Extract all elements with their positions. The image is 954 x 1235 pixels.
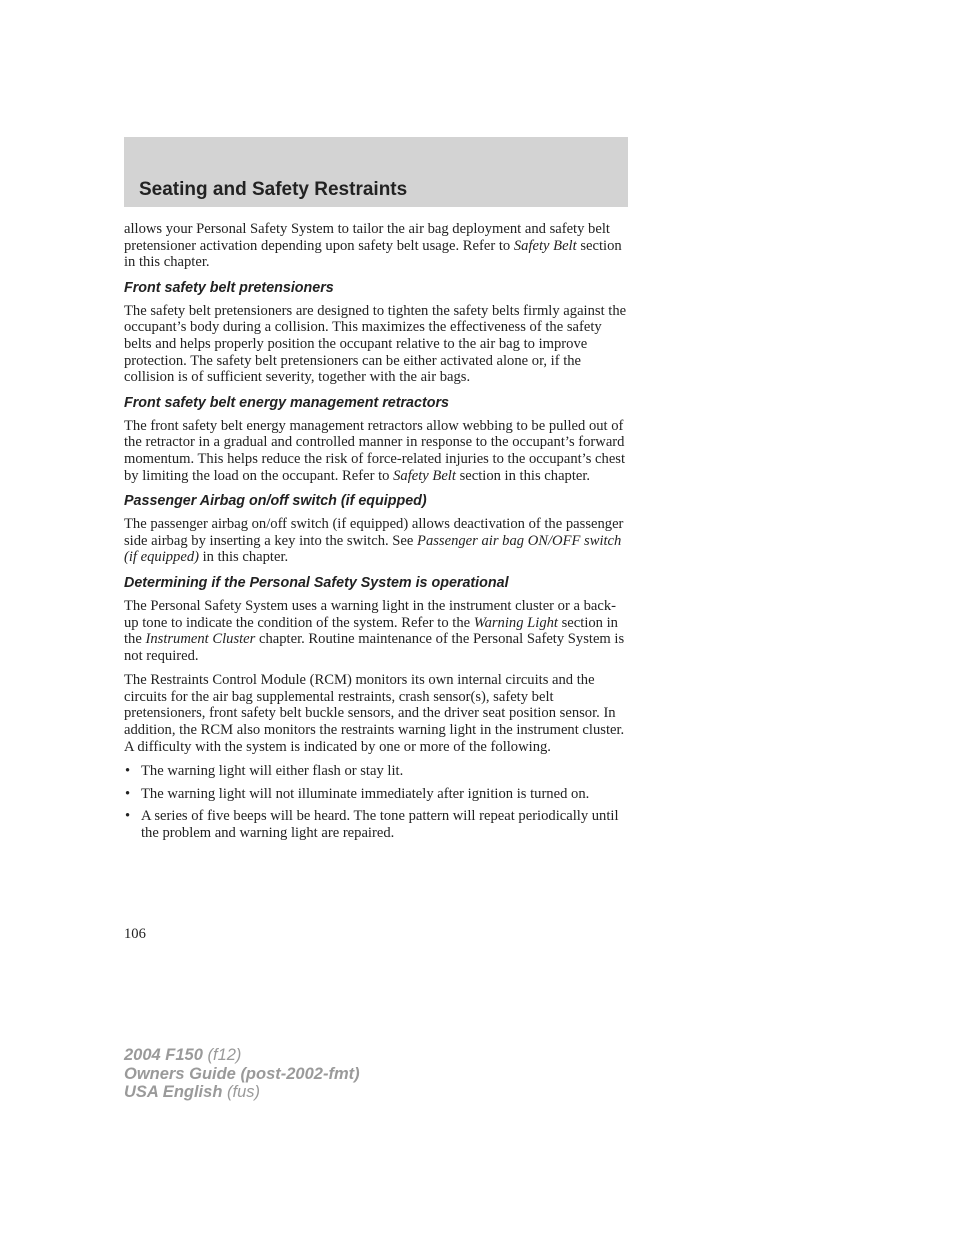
page-number: 106 <box>124 926 146 942</box>
page-content <box>124 221 630 848</box>
section-header-bar <box>124 137 628 207</box>
footer-line-guide: Owners Guide (post-2002-fmt) <box>124 1064 360 1083</box>
retractors-paragraph: The front safety belt energy management retractors allow webbing to be pulled out of the retractor in a gradual and controlled manner in response to the occupant’s forward momentum. This helps reduce the risk of force-related injuries to the occupant’s chest by limiting the load on the occupant. Refer to Safety Belt section in this chapter. <box>124 417 626 484</box>
list-item: • The warning light will either flash or stay lit. <box>125 763 404 780</box>
retractors-heading: Front safety belt energy management retractors <box>124 394 449 411</box>
operational-paragraph-2: The Restraints Control Module (RCM) monitors its own internal circuits and the circuits for the air bag supplemental restraints, crash sensor(s), safety belt pretensioners, front safety belt buckle sensors, and the driver seat position sensor. In addition, the RCM also monitors the restraints warning light in the instrument cluster. A difficulty with the system is indicated by one or more of the following. <box>124 672 625 755</box>
instrument-cluster-reference: Instrument Cluster <box>145 631 256 648</box>
footer-line-language: USA English (fus) <box>124 1083 260 1101</box>
airbag-switch-reference: Passenger air bag ON/OFF switch (if equipped) <box>124 532 622 566</box>
airbag-switch-heading: Passenger Airbag on/off switch (if equipped) <box>124 493 427 510</box>
safety-belt-reference: Safety Belt <box>393 467 456 484</box>
intro-paragraph: allows your Personal Safety System to tailor the air bag deployment and safety belt pretensioner activation depending upon safety belt usage. Refer to Safety Belt section in this chapter. <box>124 221 622 271</box>
pretensioners-heading: Front safety belt pretensioners <box>124 279 334 296</box>
document-footer <box>124 1046 360 1102</box>
symptom-list <box>124 763 630 841</box>
bullet-icon: • <box>125 808 131 825</box>
section-title: Seating and Safety Restraints <box>139 179 408 200</box>
airbag-switch-paragraph: The passenger airbag on/off switch (if equipped) allows deactivation of the passenger side airbag by inserting a key into the switch. See Passenger air bag ON/OFF switch (if equipped) in this chapter. <box>124 516 624 566</box>
operational-paragraph-1: The Personal Safety System uses a warning light in the instrument cluster or a back-up tone to indicate the condition of the system. Refer to the Warning Light section in the Instrument Cluster chapter. Routine maintenance of the Personal Safety System is not required. <box>124 597 625 664</box>
safety-belt-reference: Safety Belt <box>513 237 577 254</box>
footer-line-model: 2004 F150 (f12) <box>124 1046 242 1064</box>
list-item: • The warning light will not illuminate immediately after ignition is turned on. <box>125 785 590 802</box>
list-item: • A series of five beeps will be heard. The tone pattern will repeat periodically until the problem and warning light are repaired. <box>125 808 619 842</box>
operational-heading: Determining if the Personal Safety System is operational <box>124 574 509 591</box>
bullet-icon: • <box>125 763 131 780</box>
bullet-icon: • <box>125 785 131 802</box>
pretensioners-paragraph: The safety belt pretensioners are designed to tighten the safety belts firmly against the occupant’s body during a collision. This maximizes the effectiveness of the safety belts and helps properly position the occupant relative to the air bag to improve protection. The safety belt pretensioners can be either activated alone or, if the collision is of sufficient severity, together with the air bags. <box>124 302 627 386</box>
warning-light-reference: Warning Light <box>473 614 558 631</box>
